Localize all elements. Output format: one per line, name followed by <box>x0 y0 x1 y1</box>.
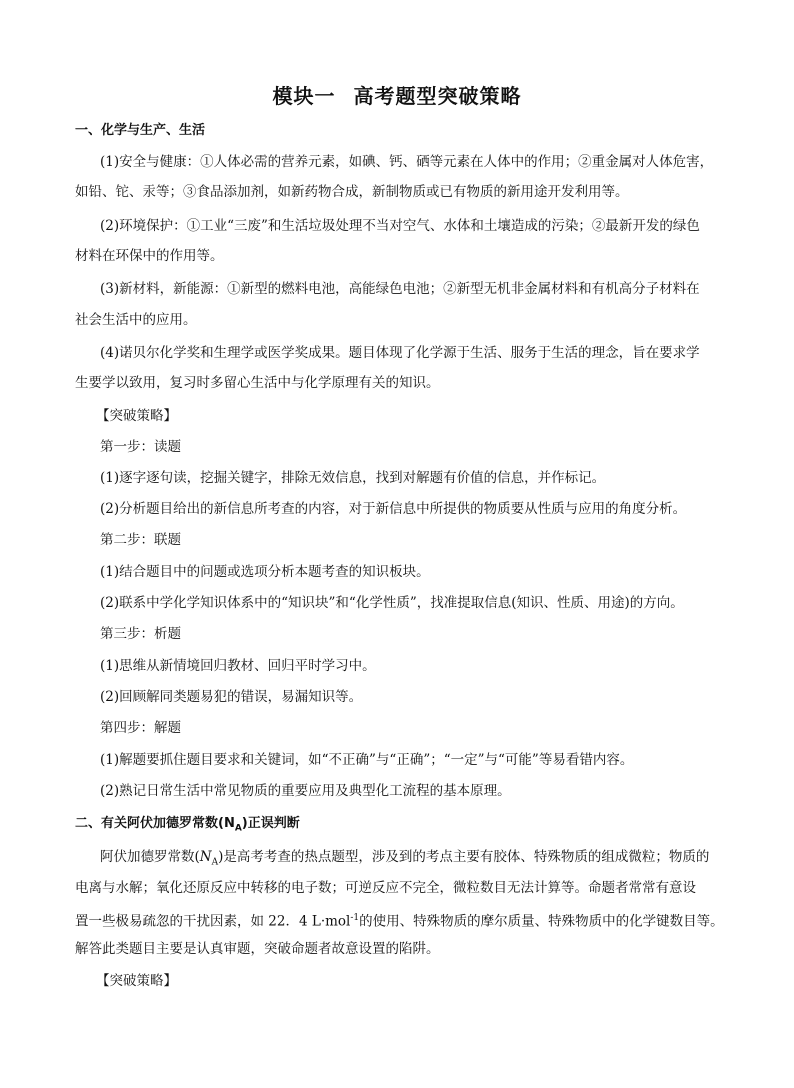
step-heading: 第二步：联题 <box>100 532 181 548</box>
paragraph-line: (4)诺贝尔化学奖和生理学或医学奖成果。题目体现了化学源于生活、服务于生活的理念，旨在要求学 <box>100 345 700 361</box>
title-topic: 高考题型突破策略 <box>353 84 522 108</box>
step-item: (2)联系中学化学知识体系中的“知识块”和“化学性质”，找准提取信息(知识、性质、用途)的方向。 <box>100 595 684 611</box>
section2-heading: 二、有关阿伏加德罗常数$(N_A)$正误判断 <box>75 816 300 834</box>
paragraph-line: 生要学以致用，复习时多留心生活中与化学原理有关的知识。 <box>75 375 440 391</box>
step-item: (1)思维从新情境回归教材、回归平时学习中。 <box>100 658 376 674</box>
paragraph-line: 解答此类题目主要是认真审题，突破命题者故意设置的陷阱。 <box>75 941 440 957</box>
paragraph-line: 置一些极易疏忽的干扰因素，如 22．4 L·mol$^{-1}$的使用、特殊物质的摩尔质量、特殊物质中的化学键数目等。 <box>75 913 724 930</box>
step-item: (2)熟记日常生活中常见物质的重要应用及典型化工流程的基本原理。 <box>100 783 511 799</box>
paragraph-line: 社会生活中的应用。 <box>75 312 197 328</box>
page-title <box>0 80 794 109</box>
paragraph-line: 电离与水解；氧化还原反应中转移的电子数；可逆反应不完全，微粒数目无法计算等。命题者常常有意设 <box>75 880 696 896</box>
paragraph-line: (3)新材料，新能源：①新型的燃料电池，高能绿色电池；②新型无机非金属材料和有机高分子材料在 <box>100 281 700 297</box>
step-item: (2)回顾解同类题易犯的错误，易漏知识等。 <box>100 689 363 705</box>
step-item: (2)分析题目给出的新信息所考查的内容，对于新信息中所提供的物质要从性质与应用的角度分析。 <box>100 501 687 517</box>
paragraph-line: (1)安全与健康：①人体必需的营养元素，如碘、钙、硒等元素在人体中的作用；②重金属对人体危害， <box>100 154 714 170</box>
section1-heading: 一、化学与生产、生活 <box>75 123 206 138</box>
step-item: (1)结合题目中的问题或选项分析本题考查的知识板块。 <box>100 564 430 580</box>
step-item: (1)逐字逐句读，挖掘关键字，排除无效信息，找到对解题有价值的信息，并作标记。 <box>100 470 606 486</box>
strategy-label: 【突破策略】 <box>96 408 177 424</box>
step-item: (1)解题要抓住题目要求和关键词，如“不正确”与“正确”；“一定”与“可能”等易看错内容。 <box>100 752 634 768</box>
paragraph-line: 材料在环保中的作用等。 <box>75 248 224 264</box>
paragraph-line: (2)环境保护：①工业“三废”和生活垃圾处理不当对空气、水体和土壤造成的污染；②最新开发的绿色 <box>100 218 700 234</box>
paragraph-line: 阿伏加德罗常数$(N_A)$是高考考查的热点题型，涉及到的考点主要有胶体、特殊物质的组成微粒；物质的 <box>100 849 710 868</box>
step-heading: 第一步：读题 <box>100 439 181 455</box>
step-heading: 第四步：解题 <box>100 720 181 736</box>
paragraph-line: 如铅、铊、汞等；③食品添加剂，如新药物合成，新制物质或已有物质的新用途开发利用等。 <box>75 184 629 200</box>
step-heading: 第三步：析题 <box>100 626 181 642</box>
strategy-label: 【突破策略】 <box>96 973 177 989</box>
title-module: 模块一 <box>272 84 336 108</box>
